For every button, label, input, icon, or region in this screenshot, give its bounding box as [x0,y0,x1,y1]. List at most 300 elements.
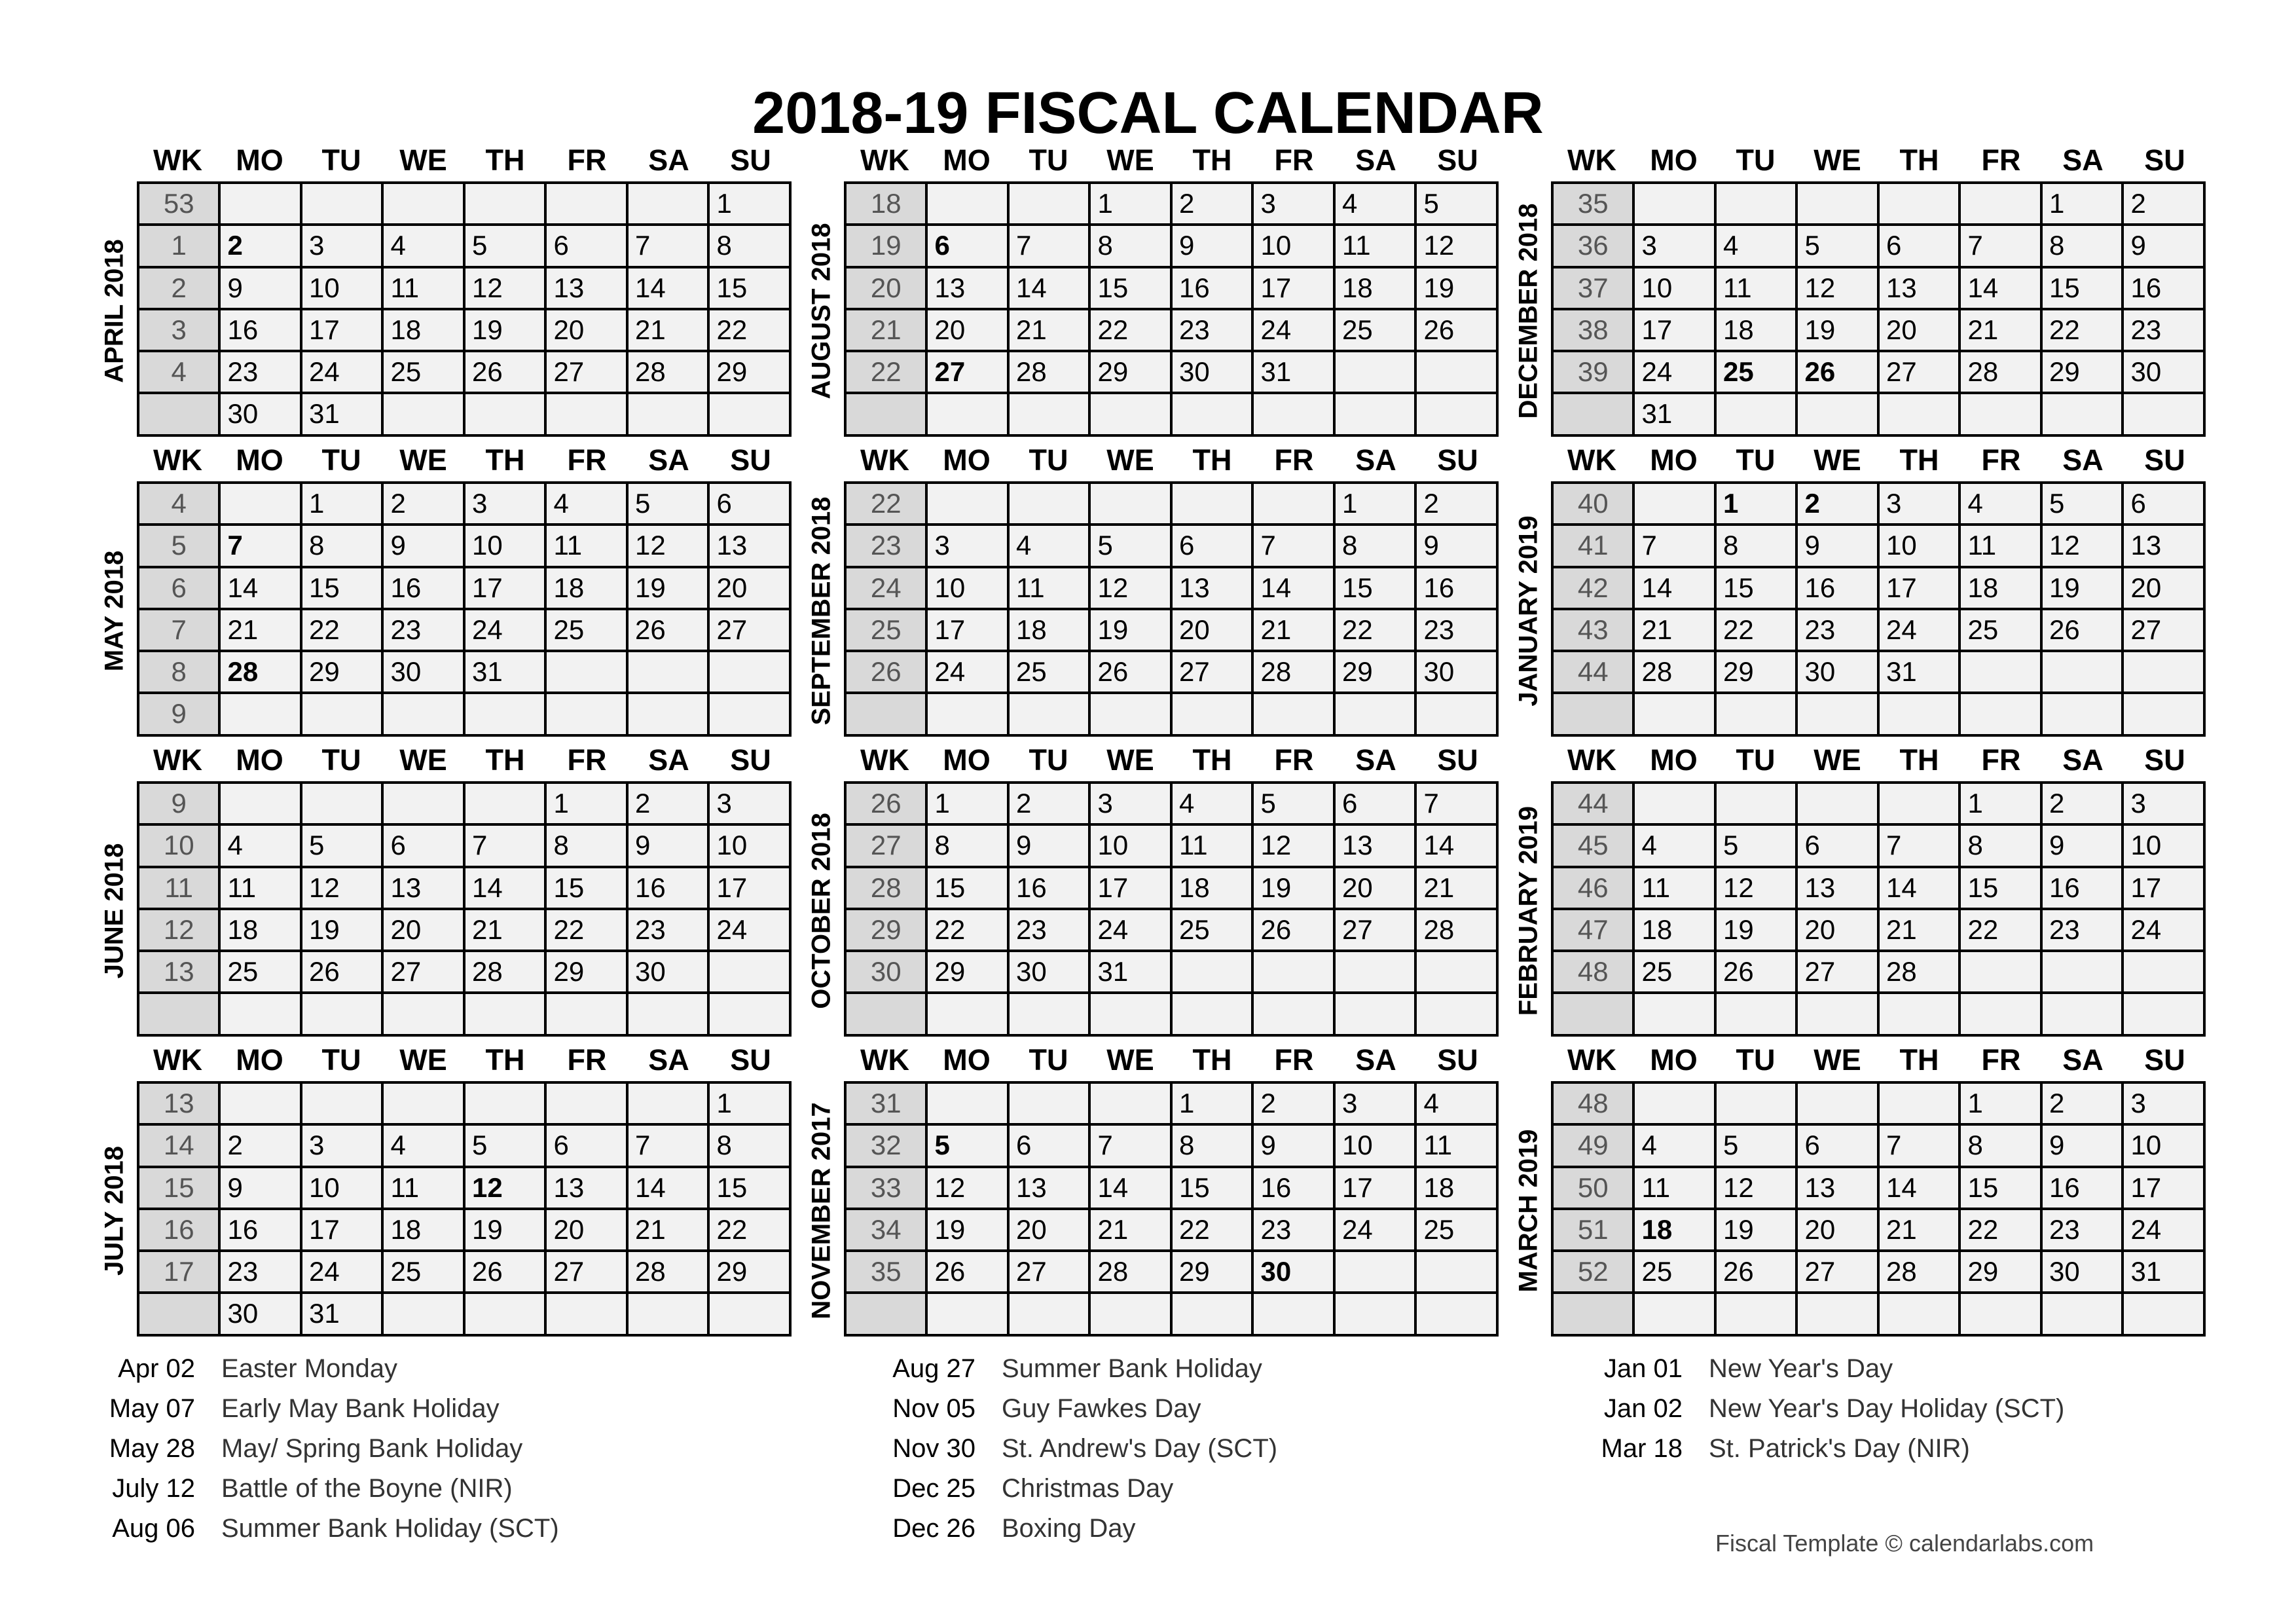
day-cell: 4 [1961,484,2043,526]
day-cell: 24 [465,610,547,652]
day-cell [547,994,629,1036]
week-row [1554,184,2206,226]
weekday-header-cell: TU [321,143,361,177]
day-cell: 4 [1173,784,1254,826]
day-cell: 8 [2043,226,2124,268]
day-cell: 14 [629,268,710,310]
day-cell [1717,394,1798,436]
day-cell: 14 [1010,268,1091,310]
day-cell [2043,1294,2124,1336]
day-cell [1798,184,1880,226]
day-cell: 15 [710,268,792,310]
week-row [139,994,792,1036]
weekday-header-cell: WE [1813,443,1861,477]
day-cell: 7 [629,226,710,268]
day-cell: 18 [1635,910,1717,952]
day-cell: 30 [384,652,465,694]
day-cell [1173,994,1254,1036]
day-cell: 14 [1961,268,2043,310]
day-cell [221,994,302,1036]
week-row [139,268,792,310]
day-cell: 1 [1336,484,1417,526]
weekday-header-cell: WE [1106,743,1154,777]
day-cell [1635,694,1717,736]
holiday-name: New Year's Day Holiday (SCT) [1709,1394,2065,1423]
day-cell: 4 [1635,826,1717,868]
day-cell: 6 [928,226,1010,268]
day-cell: 17 [1254,268,1336,310]
month-block [100,739,792,1040]
week-number: 14 [139,1126,221,1168]
day-cell [1254,952,1336,994]
week-number: 4 [139,352,221,394]
month-block [807,1039,1499,1340]
weekday-header-cell: TH [485,143,525,177]
week-row [139,652,792,694]
day-cell: 23 [1010,910,1091,952]
holiday-list [84,1349,559,1549]
day-cell: 20 [1010,1210,1091,1252]
day-cell: 17 [302,1210,384,1252]
holiday-item [864,1349,1277,1389]
holiday-date: Nov 05 [892,1394,975,1423]
day-cell: 19 [629,568,710,610]
week-row [847,484,1499,526]
week-number: 50 [1554,1168,1635,1210]
weekday-header-cell: SU [1437,443,1478,477]
week-row [139,952,792,994]
day-cell: 4 [1417,1084,1499,1126]
weekday-header-cell: WK [860,1043,909,1077]
holiday-date: May 28 [109,1434,195,1463]
holiday-item [84,1429,559,1469]
day-cell: 8 [710,226,792,268]
week-row [847,868,1499,910]
day-cell [710,1294,792,1336]
day-cell: 10 [928,568,1010,610]
week-row [1554,910,2206,952]
week-row [847,1084,1499,1126]
month-name: APRIL 2018 [100,238,129,383]
day-cell: 16 [1010,868,1091,910]
day-cell [1635,184,1717,226]
day-cell: 30 [221,1294,302,1336]
day-cell: 19 [1798,310,1880,352]
day-cell: 21 [629,310,710,352]
day-cell: 9 [1798,526,1880,568]
day-cell: 8 [1336,526,1417,568]
week-number: 35 [1554,184,1635,226]
day-cell [221,694,302,736]
day-cell: 23 [629,910,710,952]
day-cell: 5 [629,484,710,526]
holiday-item [1571,1429,2064,1469]
weekday-header-cell: WK [1567,743,1616,777]
week-row [1554,1252,2206,1294]
week-row [1554,994,2206,1036]
day-cell: 25 [384,1252,465,1294]
weekday-header-cell: WK [860,143,909,177]
week-row [139,310,792,352]
day-cell: 12 [1717,868,1798,910]
day-cell [1961,1294,2043,1336]
holiday-date: Jan 02 [1603,1394,1683,1423]
day-cell: 14 [1635,568,1717,610]
day-cell [928,184,1010,226]
day-cell: 9 [2043,826,2124,868]
weekday-header-cell: TU [1029,743,1068,777]
day-cell: 13 [547,268,629,310]
week-number: 19 [847,226,928,268]
day-cell: 25 [221,952,302,994]
day-cell: 11 [1635,868,1717,910]
day-cell [384,994,465,1036]
holiday-item [864,1509,1277,1549]
week-number: 11 [139,868,221,910]
week-number [847,394,928,436]
day-cell: 27 [1010,1252,1091,1294]
day-cell [1417,1252,1499,1294]
week-number [847,994,928,1036]
day-cell: 11 [1961,526,2043,568]
day-cell: 3 [1091,784,1173,826]
holiday-name: Easter Monday [221,1354,398,1383]
day-cell: 18 [1717,310,1798,352]
week-number: 27 [847,826,928,868]
day-cell [629,994,710,1036]
month-block [100,1039,792,1340]
week-row [847,952,1499,994]
weekday-header-cell: TH [1899,143,1939,177]
week-number [847,1294,928,1336]
week-number: 17 [139,1252,221,1294]
day-cell: 27 [547,1252,629,1294]
day-cell: 25 [1635,1252,1717,1294]
weekday-header-cell: MO [1650,143,1698,177]
day-cell: 31 [302,1294,384,1336]
weekday-header-cell: SU [730,143,771,177]
day-cell [1635,784,1717,826]
day-cell [1798,994,1880,1036]
day-cell [465,394,547,436]
day-cell: 17 [2124,868,2206,910]
week-row [847,568,1499,610]
day-cell [2124,952,2206,994]
day-cell: 8 [547,826,629,868]
weekday-header-cell: WK [860,743,909,777]
day-cell: 4 [547,484,629,526]
day-cell: 29 [1091,352,1173,394]
week-number: 49 [1554,1126,1635,1168]
day-cell: 16 [2043,1168,2124,1210]
holiday-item [864,1389,1277,1429]
day-cell: 5 [1798,226,1880,268]
weekday-header-cell: MO [236,443,283,477]
week-number: 35 [847,1252,928,1294]
day-cell [1717,784,1798,826]
weekday-header-cell: SA [1355,1043,1396,1077]
day-cell: 1 [1961,784,2043,826]
day-cell [1717,1084,1798,1126]
day-cell: 23 [1173,310,1254,352]
month-block [100,139,792,440]
day-cell: 24 [1254,310,1336,352]
day-cell: 10 [302,1168,384,1210]
day-cell: 4 [384,1126,465,1168]
day-cell [384,694,465,736]
day-cell [547,652,629,694]
week-number [1554,394,1635,436]
day-cell [1091,1084,1173,1126]
day-cell: 6 [547,226,629,268]
weekday-header-cell: TU [321,1043,361,1077]
week-row [1554,1084,2206,1126]
week-number: 28 [847,868,928,910]
week-row [1554,694,2206,736]
weekday-header [137,1039,792,1081]
week-number: 9 [139,784,221,826]
week-number: 18 [847,184,928,226]
weekday-header-cell: WK [153,743,202,777]
day-cell: 9 [2124,226,2206,268]
day-cell: 3 [1880,484,1961,526]
week-row [847,1252,1499,1294]
weekday-header-cell: SA [1355,143,1396,177]
day-cell: 16 [384,568,465,610]
holiday-item [864,1429,1277,1469]
week-number: 31 [847,1084,928,1126]
day-cell: 8 [1173,1126,1254,1168]
day-cell [710,994,792,1036]
day-cell: 28 [629,352,710,394]
week-row [847,1294,1499,1336]
day-cell: 13 [1336,826,1417,868]
weekday-header-cell: TU [1736,1043,1776,1077]
holiday-name: Summer Bank Holiday (SCT) [221,1514,559,1543]
week-row [1554,268,2206,310]
week-row [847,184,1499,226]
month-name: JULY 2018 [100,1145,129,1276]
day-cell: 2 [1417,484,1499,526]
day-cell: 28 [1961,352,2043,394]
month-name: MARCH 2019 [1514,1129,1543,1292]
weekday-header-cell: WE [399,1043,447,1077]
day-cell [1091,694,1173,736]
day-cell: 11 [384,1168,465,1210]
day-cell [2124,694,2206,736]
day-cell [1961,994,2043,1036]
day-cell: 20 [1173,610,1254,652]
day-cell: 18 [384,1210,465,1252]
day-cell: 15 [710,1168,792,1210]
day-cell: 23 [2043,1210,2124,1252]
day-cell [1417,352,1499,394]
week-row [1554,484,2206,526]
day-cell [928,1294,1010,1336]
week-number [139,994,221,1036]
weekday-header [844,1039,1499,1081]
day-cell: 8 [1717,526,1798,568]
month-block [1514,439,2206,740]
day-cell: 27 [928,352,1010,394]
week-row [847,610,1499,652]
day-cell: 10 [1091,826,1173,868]
weekday-header-cell: SA [2062,1043,2104,1077]
day-cell: 19 [928,1210,1010,1252]
day-cell: 7 [1417,784,1499,826]
week-number: 21 [847,310,928,352]
holiday-item [84,1349,559,1389]
week-number: 3 [139,310,221,352]
day-cell: 10 [2124,1126,2206,1168]
day-cell [710,652,792,694]
weekday-header-cell: WE [1813,743,1861,777]
week-row [139,826,792,868]
day-cell: 5 [1254,784,1336,826]
day-cell: 22 [1961,1210,2043,1252]
day-cell: 11 [1635,1168,1717,1210]
day-cell [1010,1294,1091,1336]
day-cell: 12 [928,1168,1010,1210]
day-cell: 8 [710,1126,792,1168]
month-name: AUGUST 2018 [807,223,836,399]
week-row [1554,610,2206,652]
day-cell [1798,1294,1880,1336]
day-cell: 29 [1336,652,1417,694]
day-cell: 22 [302,610,384,652]
weekday-header-cell: WK [153,143,202,177]
day-cell: 19 [465,1210,547,1252]
week-row [139,910,792,952]
day-cell: 30 [1173,352,1254,394]
day-cell: 3 [1336,1084,1417,1126]
day-cell: 30 [1254,1252,1336,1294]
day-cell [465,694,547,736]
day-cell: 25 [547,610,629,652]
day-cell: 23 [1417,610,1499,652]
day-cell [629,394,710,436]
day-cell [384,1084,465,1126]
day-cell: 26 [1254,910,1336,952]
weekday-header-cell: SU [2144,443,2185,477]
weekday-header-cell: WE [1813,1043,1861,1077]
week-number [847,694,928,736]
week-number: 53 [139,184,221,226]
day-cell [221,1084,302,1126]
day-cell: 22 [710,1210,792,1252]
day-cell [1635,1294,1717,1336]
weekday-header-cell: SU [730,1043,771,1077]
week-row [139,610,792,652]
weekday-header-cell: SU [1437,743,1478,777]
week-number: 15 [139,1168,221,1210]
holiday-name: Early May Bank Holiday [221,1394,500,1423]
day-cell [1798,394,1880,436]
weekday-header-cell: MO [943,143,991,177]
month-name: OCTOBER 2018 [807,812,836,1009]
month-table [1551,181,2206,437]
week-number: 2 [139,268,221,310]
week-row [1554,1126,2206,1168]
day-cell [221,784,302,826]
week-row [847,394,1499,436]
day-cell: 1 [547,784,629,826]
day-cell: 26 [1717,952,1798,994]
day-cell: 20 [547,310,629,352]
day-cell: 12 [1091,568,1173,610]
day-cell: 14 [221,568,302,610]
weekday-header-cell: MO [943,743,991,777]
day-cell: 2 [1254,1084,1336,1126]
month-label [95,181,134,440]
week-row [139,1210,792,1252]
week-number: 33 [847,1168,928,1210]
day-cell: 29 [302,652,384,694]
week-row [139,1168,792,1210]
week-row [1554,784,2206,826]
day-cell: 15 [1961,868,2043,910]
day-cell [1010,694,1091,736]
day-cell [1336,952,1417,994]
day-cell: 30 [2124,352,2206,394]
day-cell: 26 [465,352,547,394]
day-cell: 7 [465,826,547,868]
holiday-date: May 07 [109,1394,195,1423]
day-cell: 3 [2124,1084,2206,1126]
day-cell: 13 [1798,868,1880,910]
day-cell [465,184,547,226]
month-label [1509,1081,1548,1340]
weekday-header-cell: TH [485,743,525,777]
weekday-header-cell: WK [860,443,909,477]
weekday-header-cell: TU [1736,143,1776,177]
day-cell: 20 [1798,910,1880,952]
day-cell: 13 [710,526,792,568]
week-row [847,526,1499,568]
week-number: 13 [139,952,221,994]
week-row [139,568,792,610]
day-cell: 15 [302,568,384,610]
weekday-header-cell: FR [1981,1043,2021,1077]
holiday-date: Apr 02 [118,1354,195,1383]
day-cell: 24 [1880,610,1961,652]
week-row [847,784,1499,826]
day-cell: 18 [1635,1210,1717,1252]
day-cell: 5 [1417,184,1499,226]
week-number: 37 [1554,268,1635,310]
month-table [1551,781,2206,1037]
month-block [1514,739,2206,1040]
day-cell: 18 [1010,610,1091,652]
day-cell [2124,1294,2206,1336]
day-cell [1010,184,1091,226]
day-cell: 3 [1635,226,1717,268]
day-cell [384,184,465,226]
day-cell [1254,694,1336,736]
week-row [139,226,792,268]
day-cell: 6 [547,1126,629,1168]
holiday-list [1571,1349,2064,1469]
day-cell [465,784,547,826]
day-cell: 11 [1336,226,1417,268]
day-cell: 19 [1254,868,1336,910]
week-number: 46 [1554,868,1635,910]
day-cell [1417,952,1499,994]
day-cell: 9 [1010,826,1091,868]
day-cell: 23 [384,610,465,652]
week-number: 12 [139,910,221,952]
weekday-header [1551,1039,2206,1081]
